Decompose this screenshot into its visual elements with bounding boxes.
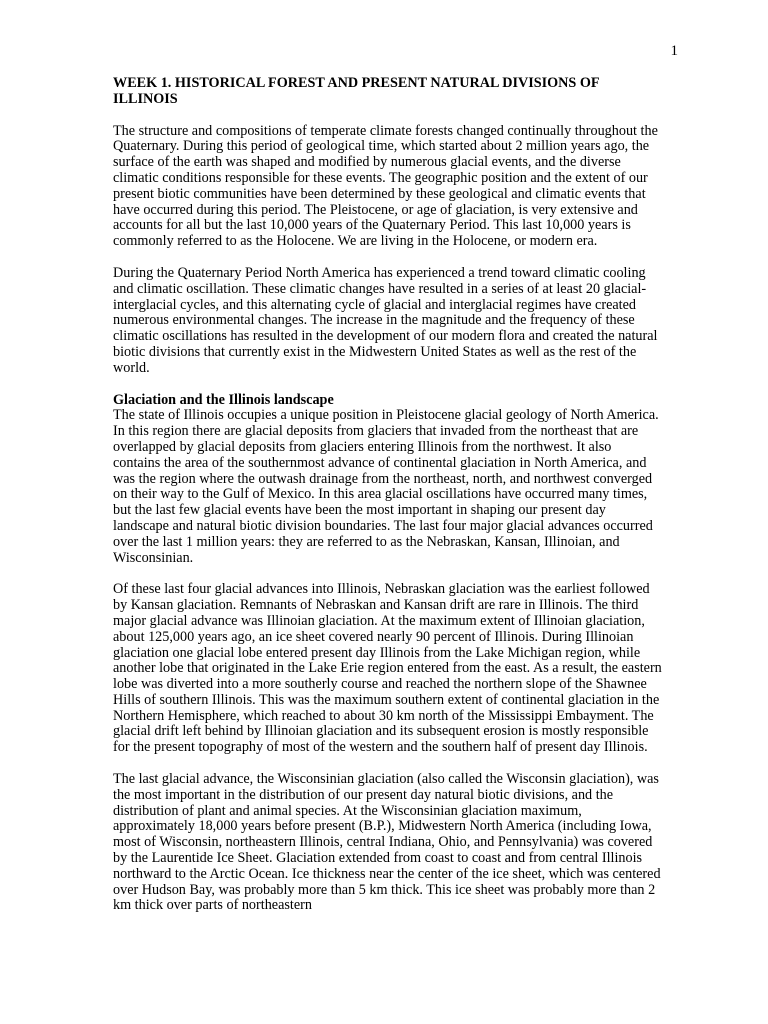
page-number: 1: [670, 43, 678, 59]
document-body: [113, 76, 662, 930]
paragraph-illinoian-glaciation: Of these last four glacial advances into Illinois, Nebraskan glaciation was the earliest followed by Kansan glaciation. Remnants of Nebraskan and Kansan drift are rare in Illinois. The third major glacial advance was Illinoian glaciation. At the maximum extent of Illinoian glaciation, about 125,000 years ago, an ice sheet covered nearly 90 percent of Illinois. During Illinoian glaciation one glacial lobe entered present day Illinois from the Lake Michigan region, while another lobe that originated in the Lake Erie region entered from the east. As a result, the eastern lobe was diverted into a more southerly course and reached the northern slope of the Shawnee Hills of southern Illinois. This was the maximum southern extent of continental glaciation in the Northern Hemisphere, which reached to about 30 km north of the Mississippi Embayment. The glacial drift left behind by Illinoian glaciation and its subsequent erosion is mostly responsible for the present topography of most of the western and the southern half of present day Illinois.: [113, 581, 662, 756]
section-heading-glaciation: Glaciation and the Illinois landscape: [113, 391, 334, 408]
paragraph-climatic-oscillation: During the Quaternary Period North America has experienced a trend toward climatic cooling and climatic oscillation. These climatic changes have resulted in a series of at least 20 glacial-interglacial cycles, and this alternating cycle of glacial and interglacial regimes have created numerous environmental changes. The increase in the magnitude and the frequency of these climatic oscillations has resulted in the development of our modern flora and created the natural biotic divisions that currently exist in the Midwestern United States as well as the rest of the world.: [113, 264, 658, 376]
paragraph-wisconsinian-glaciation: The last glacial advance, the Wisconsinian glaciation (also called the Wisconsin glaciation), was the most important in the distribution of our present day natural biotic divisions, and the distribution of plant and animal species. At the Wisconsinian glaciation maximum, approximately 18,000 years before present (B.P.), Midwestern North America (including Iowa, most of Wisconsin, northeastern Illinois, central Indiana, Ohio, and Pennsylvania) was covered by the Laurentide Ice Sheet. Glaciation extended from coast to coast and from central Illinois northward to the Arctic Ocean. Ice thickness near the center of the ice sheet, which was centered over Hudson Bay, was probably more than 5 km thick. This ice sheet was probably more than 2 km thick over parts of northeastern: [113, 771, 661, 914]
page-title: WEEK 1. HISTORICAL FOREST AND PRESENT NATURAL DIVISIONS OF ILLINOIS: [113, 75, 600, 107]
paragraph-illinois-position: The state of Illinois occupies a unique position in Pleistocene glacial geology of North America. In this region there are glacial deposits from glaciers that invaded from the northeast that are overlapped by glacial deposits from glaciers entering Illinois from the northwest. It also contains the area of the southernmost advance of continental glaciation in North America, and was the region where the outwash drainage from the northeast, north, and northwest converged on their way to the Gulf of Mexico. In this area glacial oscillations have occurred many times, but the last few glacial events have been the most important in shaping our present day landscape and natural biotic division boundaries. The last four major glacial advances occurred over the last 1 million years: they are referred to as the Nebraskan, Kansan, Illinoian, and Wisconsinian.: [113, 407, 659, 566]
paragraph-quaternary-forests: The structure and compositions of temperate climate forests changed continually throughout the Quaternary. During this period of geological time, which started about 2 million years ago, the surface of the earth was shaped and modified by numerous glacial events, and the diverse climatic conditions responsible for these events. The geographic position and the extent of our present biotic communities have been determined by these geological and climatic events that have occurred during this period. The Pleistocene, or age of glaciation, is very extensive and accounts for all but the last 10,000 years of the Quaternary Period. This last 10,000 years is commonly referred to as the Holocene. We are living in the Holocene, or modern era.: [113, 122, 658, 250]
